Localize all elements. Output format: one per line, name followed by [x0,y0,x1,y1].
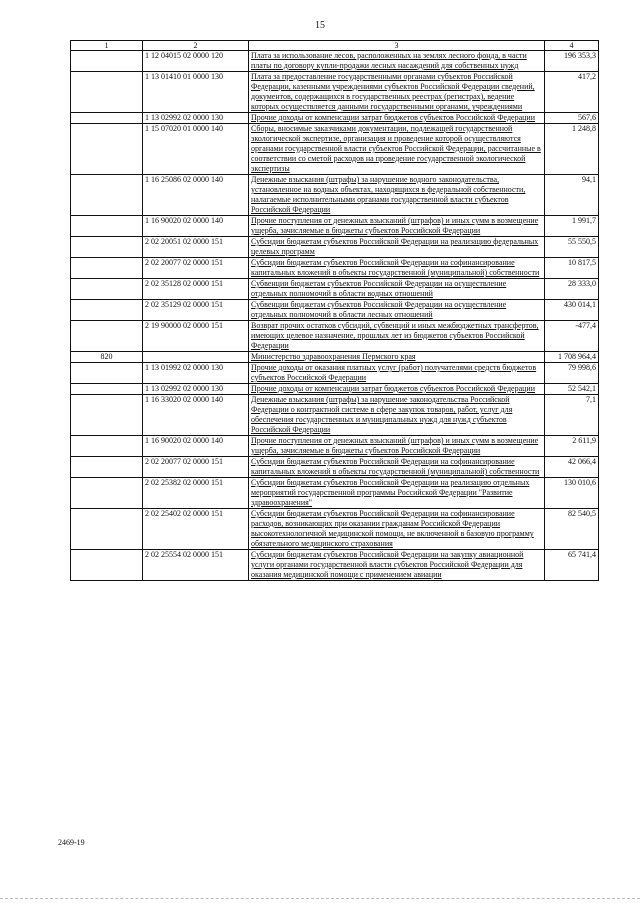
amount-cell: 28 333,0 [545,279,599,300]
table-row [71,436,599,457]
description-cell: Возврат прочих остатков субсидий, субвенций и иных межбюджетных трансфертов, имеющих целевое назначение, прошлых лет из бюджетов субъектов Российской Федерации [249,321,545,352]
dept-cell [71,478,143,509]
description-cell: Субвенции бюджетам субъектов Российской Федерации на осуществление отдельных полномочий в области водных отношений [249,279,545,300]
column-header-3: 3 [249,41,545,51]
table-row [71,216,599,237]
budget-code-cell: 1 16 33020 02 0000 140 [143,395,249,436]
budget-code-cell: 1 13 01410 01 0000 130 [143,72,249,113]
budget-code-cell: 2 02 20077 02 0000 151 [143,258,249,279]
amount-cell: 417,2 [545,72,599,113]
page-number: 15 [315,20,325,31]
amount-cell: 42 066,4 [545,457,599,478]
table-row [71,321,599,352]
description-cell: Плата за использование лесов, расположенных на землях лесного фонда, в части платы по договору купли-продажи лесных насаждений для собственных нужд [249,51,545,72]
amount-cell: 196 353,3 [545,51,599,72]
budget-code-cell: 1 13 02992 02 0000 130 [143,384,249,395]
revenue-table [70,40,599,581]
dept-cell: 820 [71,352,143,363]
table-row [71,395,599,436]
table-row [71,457,599,478]
description-cell: Министерство здравоохранения Пермского края [249,352,545,363]
budget-code-cell: 2 02 35129 02 0000 151 [143,300,249,321]
budget-code-cell: 1 13 02992 02 0000 130 [143,113,249,124]
amount-cell: 94,1 [545,175,599,216]
description-cell: Денежные взыскания (штрафы) за нарушение водного законодательства, установленное на водных объектах, находящихся в федеральной собственности, налагаемые исполнительными органами государственной власти субъектов Российской Федерации [249,175,545,216]
description-cell: Прочие доходы от компенсации затрат бюджетов субъектов Российской Федерации [249,113,545,124]
dept-cell [71,237,143,258]
page-bottom-edge [0,898,640,899]
table-row [71,279,599,300]
table-row [71,124,599,175]
description-cell: Субсидии бюджетам субъектов Российской Федерации на софинансирование капитальных вложений в объекты государственной (муниципальной) собственности [249,258,545,279]
dept-cell [71,436,143,457]
description-cell: Сборы, вносимые заказчиками документации, подлежащей государственной экологической экспертизе, организация и проведение которой осуществляются органами государственной власти субъектов Российской Федерации, рассчитанные в соответствии со сметой расходов на проведение государственной экологической экспертизы [249,124,545,175]
description-cell: Прочие поступления от денежных взысканий (штрафов) и иных сумм в возмещение ущерба, зачисляемые в бюджеты субъектов Российской Федерации [249,436,545,457]
amount-cell: 55 550,5 [545,237,599,258]
description-cell: Субсидии бюджетам субъектов Российской Федерации на софинансирование капитальных вложений в объекты государственной (муниципальной) собственности [249,457,545,478]
table-header-row [71,41,599,51]
description-cell: Субсидии бюджетам субъектов Российской Федерации на закупку авиационной услуги органами государственной власти субъектов Российской Федерации для оказания медицинской помощи с применением авиации [249,550,545,581]
budget-code-cell: 2 02 20077 02 0000 151 [143,457,249,478]
dept-cell [71,113,143,124]
description-cell: Плата за предоставление государственными органами субъектов Российской Федерации, казенными учреждениями субъектов Российской Федерации сведений, документов, содержащихся в государственных реестрах (регистрах), ведение которых осуществляется данными государственными органами, учреждениями [249,72,545,113]
dept-cell [71,457,143,478]
dept-cell [71,363,143,384]
amount-cell: 79 998,6 [545,363,599,384]
description-cell: Прочие доходы от оказания платных услуг (работ) получателями средств бюджетов субъектов Российской Федерации [249,363,545,384]
table-row [71,51,599,72]
amount-cell: 1 248,8 [545,124,599,175]
column-header-1: 1 [71,41,143,51]
description-cell: Прочие поступления от денежных взысканий (штрафов) и иных сумм в возмещение ущерба, зачисляемые в бюджеты субъектов Российской Федерации [249,216,545,237]
amount-cell: 130 010,6 [545,478,599,509]
budget-code-cell: 2 02 25382 02 0000 151 [143,478,249,509]
amount-cell: 430 014,1 [545,300,599,321]
table-row [71,384,599,395]
budget-code-cell: 2 02 25402 02 0000 151 [143,509,249,550]
dept-cell [71,300,143,321]
dept-cell [71,175,143,216]
column-header-2: 2 [143,41,249,51]
dept-cell [71,509,143,550]
dept-cell [71,321,143,352]
budget-code-cell: 1 16 25086 02 0000 140 [143,175,249,216]
table-row [71,113,599,124]
dept-cell [71,51,143,72]
amount-cell: 82 540,5 [545,509,599,550]
description-cell: Субсидии бюджетам субъектов Российской Федерации на софинансирование расходов, возникающих при оказании гражданам Российской Федерации высокотехнологичной медицинской помощи, не включенной в базовую программу обязательного медицинского страхования [249,509,545,550]
table-row [71,237,599,258]
table-row [71,175,599,216]
dept-cell [71,550,143,581]
budget-code-cell: 1 16 90020 02 0000 140 [143,216,249,237]
budget-code-cell: 2 02 25554 02 0000 151 [143,550,249,581]
table-row [71,363,599,384]
amount-cell: -477,4 [545,321,599,352]
description-cell: Субвенции бюджетам субъектов Российской Федерации на осуществление отдельных полномочий в области лесных отношений [249,300,545,321]
description-cell: Субсидии бюджетам субъектов Российской Федерации на реализацию федеральных целевых программ [249,237,545,258]
dept-cell [71,279,143,300]
budget-code-cell: 2 02 35128 02 0000 151 [143,279,249,300]
budget-code-cell [143,352,249,363]
dept-cell [71,395,143,436]
description-cell: Субсидии бюджетам субъектов Российской Федерации на реализацию отдельных мероприятий государственной программы Российской Федерации "Развитие здравоохранения" [249,478,545,509]
dept-cell [71,124,143,175]
description-cell: Денежные взыскания (штрафы) за нарушение законодательства Российской Федерации о контрактной системе в сфере закупок товаров, работ, услуг для обеспечения государственных и муниципальных нужд для нужд субъектов Российской Федерации [249,395,545,436]
table-row [71,509,599,550]
column-header-4: 4 [545,41,599,51]
table-row [71,258,599,279]
amount-cell: 567,6 [545,113,599,124]
dept-cell [71,258,143,279]
table-row [71,550,599,581]
budget-code-cell: 1 13 01992 02 0000 130 [143,363,249,384]
amount-cell: 10 817,5 [545,258,599,279]
table-row [71,300,599,321]
amount-cell: 1 991,7 [545,216,599,237]
table-row [71,352,599,363]
document-footer-code: 2469-19 [58,838,85,847]
dept-cell [71,216,143,237]
budget-code-cell: 2 02 20051 02 0000 151 [143,237,249,258]
amount-cell: 65 741,4 [545,550,599,581]
amount-cell: 7,1 [545,395,599,436]
table-row [71,72,599,113]
budget-code-cell: 1 15 07020 01 0000 140 [143,124,249,175]
budget-code-cell: 1 12 04015 02 0000 120 [143,51,249,72]
dept-cell [71,72,143,113]
amount-cell: 1 708 964,4 [545,352,599,363]
description-cell: Прочие доходы от компенсации затрат бюджетов субъектов Российской Федерации [249,384,545,395]
table-row [71,478,599,509]
dept-cell [71,384,143,395]
amount-cell: 2 611,9 [545,436,599,457]
table-body [71,51,599,581]
budget-code-cell: 2 19 90000 02 0000 151 [143,321,249,352]
budget-code-cell: 1 16 90020 02 0000 140 [143,436,249,457]
amount-cell: 52 542,1 [545,384,599,395]
